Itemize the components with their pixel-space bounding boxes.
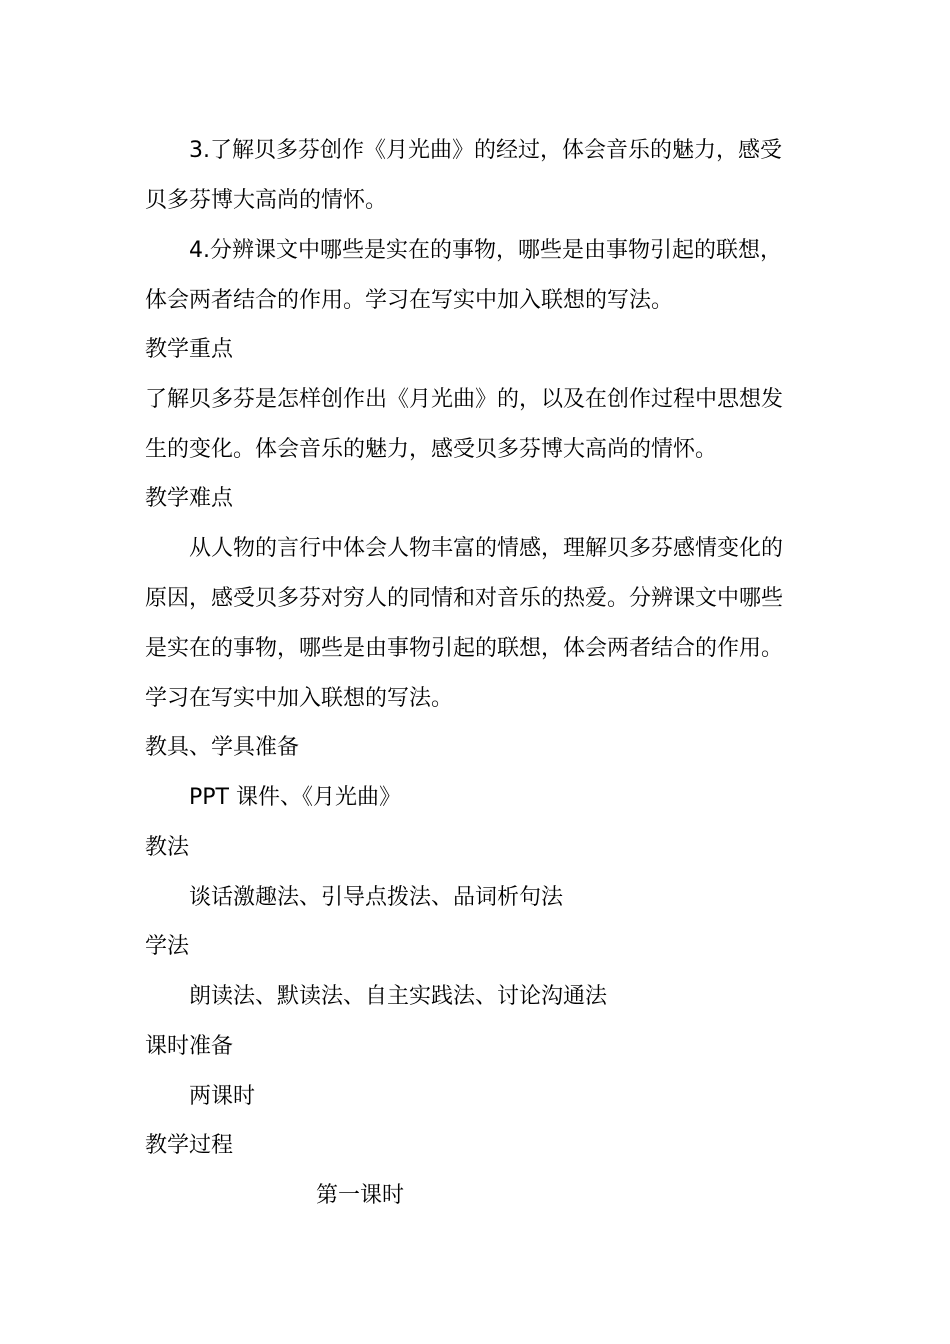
difficulties-line-1: 从人物的言行中体会人物丰富的情感，理解贝多芬感情变化的: [189, 536, 784, 561]
difficulties-line-2: 原因，感受贝多芬对穷人的同情和对音乐的热爱。分辨课文中哪些: [145, 586, 784, 611]
class-hours-heading: 课时准备: [145, 1034, 234, 1059]
materials-content: PPT 课件、《月光曲》: [189, 785, 401, 810]
first-lesson-title: 第一课时: [316, 1183, 405, 1208]
class-hours-content: 两课时: [189, 1084, 256, 1109]
key-points-line-1: 了解贝多芬是怎样创作出《月光曲》的，以及在创作过程中思想发: [145, 387, 784, 412]
difficulties-line-4: 学习在写实中加入联想的写法。: [145, 686, 454, 711]
objective-4-line-1: 4.分辨课文中哪些是实在的事物，哪些是由事物引起的联想，: [189, 238, 782, 263]
difficulties-heading: 教学难点: [145, 486, 234, 511]
key-points-line-2: 生的变化。体会音乐的魅力，感受贝多芬博大高尚的情怀。: [145, 437, 718, 462]
teaching-methods-content: 谈话激趣法、引导点拨法、品词析句法: [189, 885, 564, 910]
process-heading: 教学过程: [145, 1133, 234, 1158]
key-points-heading: 教学重点: [145, 337, 234, 362]
difficulties-line-3: 是实在的事物，哪些是由事物引起的联想，体会两者结合的作用。: [145, 636, 784, 661]
learning-methods-heading: 学法: [145, 934, 190, 959]
objective-4-line-2: 体会两者结合的作用。学习在写实中加入联想的写法。: [145, 288, 674, 313]
learning-methods-content: 朗读法、默读法、自主实践法、讨论沟通法: [189, 984, 608, 1009]
teaching-methods-heading: 教法: [145, 835, 190, 860]
materials-heading: 教具、学具准备: [145, 735, 300, 760]
objective-3-line-2: 贝多芬博大高尚的情怀。: [145, 188, 388, 213]
objective-3-line-1: 3.了解贝多芬创作《月光曲》的经过，体会音乐的魅力，感受: [189, 138, 782, 163]
